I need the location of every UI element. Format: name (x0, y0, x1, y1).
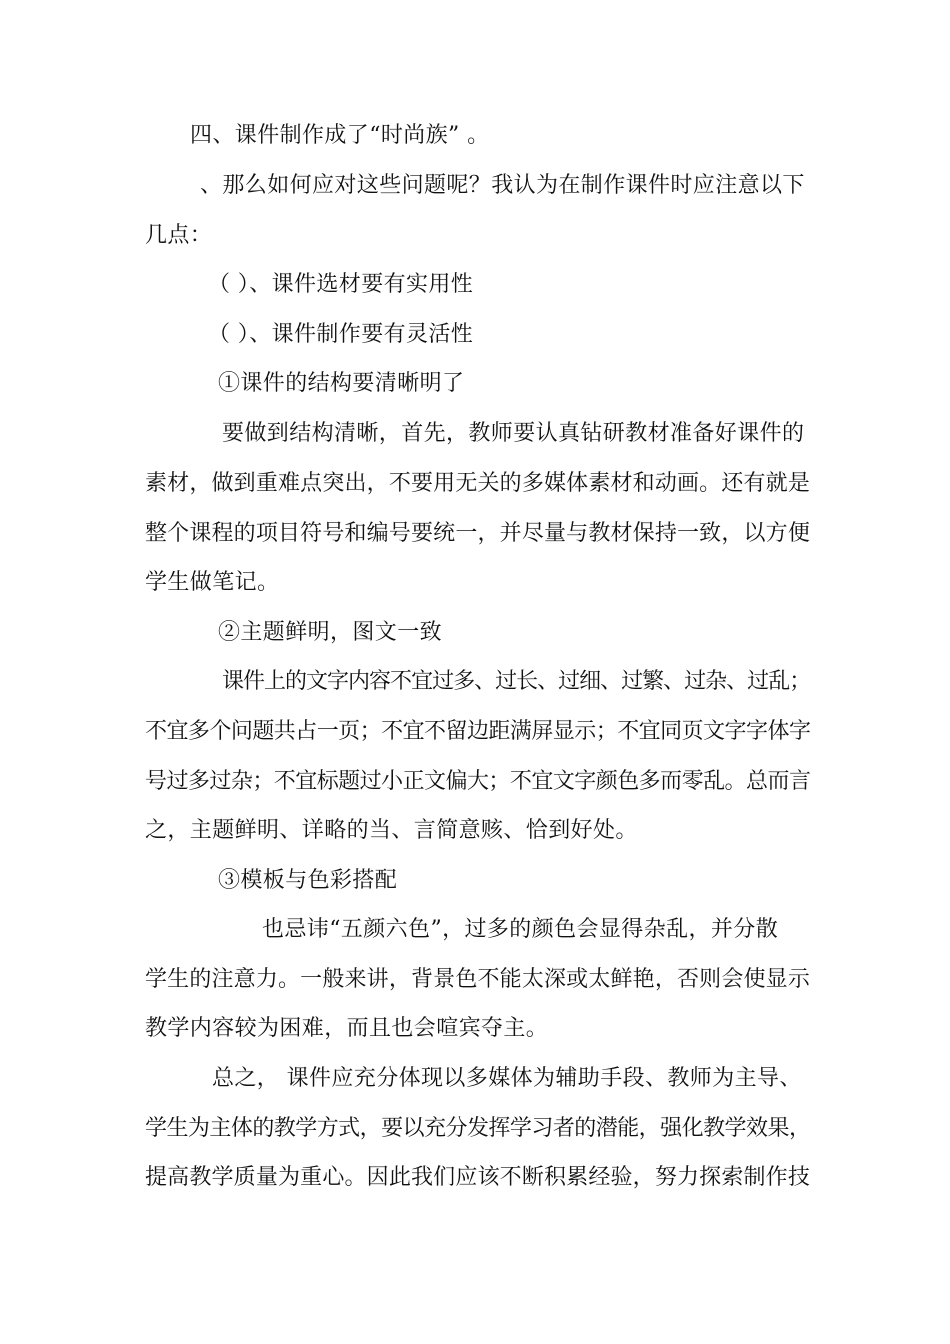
paragraph-line: 整个课程的项目符号和编号要统一，并尽量与教材保持一致，以方便 (145, 521, 811, 546)
paragraph-line: 学生为主体的教学方式，要以充分发挥学习者的潜能，强化教学效果， (145, 1116, 811, 1141)
paragraph-line: 总之， 课件应充分体现以多媒体为辅助手段、教师为主导、 (212, 1066, 802, 1091)
paragraph-line: 学生的注意力。一般来讲，背景色不能太深或太鲜艳，否则会使显示 (145, 967, 811, 992)
paragraph-line: 号过多过杂；不宜标题过小正文偏大；不宜文字颜色多而零乱。总而言 (145, 769, 811, 794)
subheading: ②主题鲜明，图文一致 (218, 620, 443, 645)
paragraph-line: 也忌讳“五颜六色”，过多的颜色会显得杂乱，并分散 (262, 917, 779, 942)
paragraph-line: 素材，做到重难点突出，不要用无关的多媒体素材和动画。还有就是 (145, 471, 811, 496)
paragraph-line: 要做到结构清晰，首先，教师要认真钻研教材准备好课件的 (222, 421, 805, 446)
paragraph-line: 提高教学质量为重心。因此我们应该不断积累经验，努力探索制作技 (145, 1165, 811, 1190)
list-item: （ ）、课件选材要有实用性 (208, 272, 474, 297)
subheading: ③模板与色彩搭配 (218, 868, 398, 893)
paragraph-line: 学生做笔记。 (145, 570, 280, 595)
subheading: ①课件的结构要清晰明了 (218, 371, 465, 396)
paragraph-line: 不宜多个问题共占一页；不宜不留边距满屏显示；不宜同页文字字体字 (145, 719, 811, 744)
section-heading: 四、课件制作成了“时尚族” 。 (190, 123, 490, 148)
paragraph-line: 、那么如何应对这些问题呢？我认为在制作课件时应注意以下 (200, 173, 805, 198)
paragraph-line: 教学内容较为困难，而且也会喧宾夺主。 (145, 1016, 549, 1041)
paragraph-line: 几点： (145, 223, 213, 248)
paragraph-line: 之，主题鲜明、详略的当、言简意赅、恰到好处。 (145, 818, 638, 843)
paragraph-line: 课件上的文字内容不宜过多、过长、过细、过繁、过杂、过乱； (222, 669, 811, 694)
list-item: （ ）、课件制作要有灵活性 (208, 322, 474, 347)
